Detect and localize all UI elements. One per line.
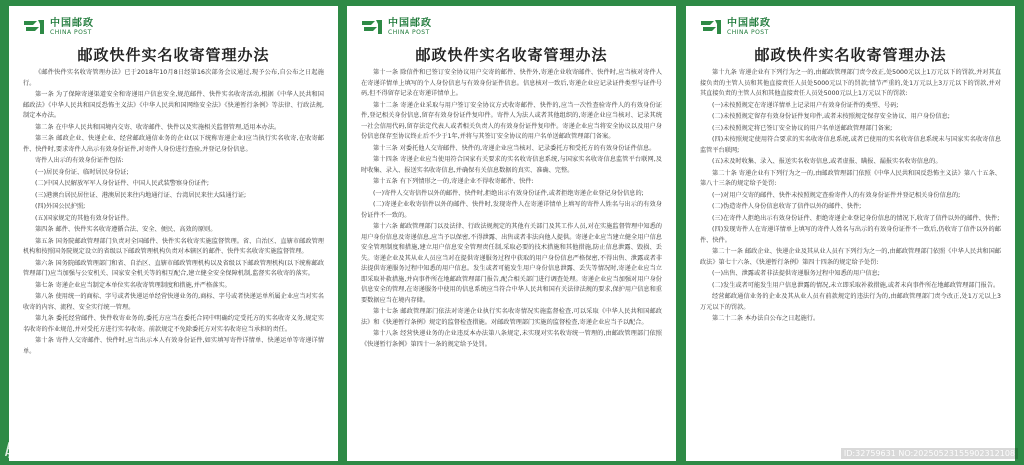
paragraph: 第二条 在中华人民共和国境内交寄、收寄邮件、快件以及实施相关监督管理,适用本办法。: [35, 123, 281, 131]
regulation-text: [700, 68, 1001, 457]
china-post-logo-icon: [23, 18, 45, 36]
paragraph: (五)未及时收集、录入、报送实名收寄信息,或者虚报、瞒报、漏报实名收寄信息的。: [712, 158, 942, 165]
china-post-logo-icon: [361, 18, 383, 36]
paragraph: 第十六条 邮政管理部门以及法律、行政法规规定的其他有关部门及其工作人员,对在实施监督管理中知悉的用户身份信息及寄递信息,应当予以保密,不得泄露、出售或者非法向他人提供。寄递企业应当建立健全用户信息安全管理制度和措施,建立用户信息安全管理责任制,采取必要的技术措施和其他措施,防止信息泄露、毁损、丢失。寄递企业及其从业人员应当对在提供寄递服务过程中获取的用户身份信息严格保密,不得出售、泄露或者非法提供寄递服务过程中知悉的用户信息。发生或者可能发生用户身份信息泄露、丢失等情况时,寄递企业应当立即采取补救措施,并向事件所在地邮政管理部门报告,配合相关部门进行调查处理。寄递企业应当加强对用户身份信息安全的管理,在寄递服务中使用的信息系统应当符合中华人民共和国有关法律法规的要求,保护用户信息和重要数据应当在境内存储。: [361, 223, 662, 304]
watermark-logo: 昵享网: [4, 441, 58, 461]
logo-name-en: CHINA POST: [50, 28, 92, 36]
paragraph: 第一条 为了保障寄递渠道安全和寄递用户信息安全,规范邮件、快件实名收寄活动,根据《中华人民共和国邮政法》《中华人民共和国反恐怖主义法》《中华人民共和国网络安全法》《快递暂行条例》等法律、行政法规,制定本办法。: [23, 91, 324, 119]
paragraph: 第五条 国务院邮政管理部门负责对全国邮件、快件实名收寄实施监督管理。省、自治区、直辖市邮政管理机构和按照国务院规定设立的省级以下邮政管理机构负责对本辖区的邮件、快件实名收寄实施监督管理。: [23, 237, 324, 255]
regulation-panel-2: [347, 6, 676, 461]
paragraph: 第十五条 有下列情形之一的,寄递企业不得收寄邮件、快件:: [373, 178, 534, 185]
paragraph: 第二十二条 本办法自公布之日起施行。: [712, 315, 820, 322]
regulation-panel-1: [9, 6, 338, 461]
paragraph: (三)在寄件人拒绝出示有效身份证件、拒绝寄递企业登记身份信息的情况下,收寄了信件以外的邮件、快件;: [712, 214, 1000, 222]
logo-name-en: CHINA POST: [388, 28, 430, 36]
paragraph: (二)伪造寄件人身份信息收寄了信件以外的邮件、快件;: [712, 203, 862, 210]
logo-name-cn: 中国邮政: [727, 17, 771, 29]
paragraph: (四)外国公民护照;: [35, 203, 86, 210]
paragraph: 第九条 委托经营邮件、快件收寄业务的,委托方应当在委托合同中明确约定受托方的实名收寄义务,规定实名收寄的作业规范,并对受托方进行实名收寄。前款规定不免除委托方对实名收寄应当承担的责任。: [23, 315, 324, 333]
logo-name-cn: 中国邮政: [388, 17, 432, 29]
paragraph: (一)寄件人交寄信件以外的邮件、快件时,拒绝出示有效身份证件,或者拒绝寄递企业登记身份信息的;: [373, 189, 644, 197]
paragraph: (四)发现寄件人在寄递详情单上填写的寄件人姓名与出示的有效身份证件不一致后,仍收寄了信件以外的邮件、快件。: [700, 226, 1001, 244]
paragraph: 第七条 寄递企业应当制定本单位实名收寄管理制度和措施,并严格落实。: [35, 281, 231, 289]
china-post-logo: [700, 16, 771, 38]
paragraph: 第八条 使用统一的商标、字号或者快递运单经营快递业务的,商标、字号或者快递运单所属企业应当对实名收寄的内容、流程、安全实行统一管理。: [23, 293, 324, 311]
paragraph: 第六条 国务院邮政管理部门和省、自治区、直辖市邮政管理机构以及省级以下邮政管理机构(以下统称邮政管理部门)应当加强与公安机关、国家安全机关等的相互配合,建立健全安全保障机制,监督实名收寄的落实。: [23, 259, 324, 277]
regulation-text: [23, 68, 324, 457]
paragraph: (二)发生或者可能发生用户信息泄露的情况,未立即采取补救措施,或者未向事件所在地邮政管理部门报告。: [712, 281, 1000, 289]
paragraph: (三)未按照规定将已签订安全协议的用户名单送邮政管理部门备案;: [712, 124, 893, 132]
paragraph: 第三条 邮政企业、快递企业、经营邮政通信业务的企业(以下统称寄递企业)应当执行实名收寄,在收寄邮件、快件时,要求寄件人出示有效身份证件,对寄件人身份进行查验,并登记身份信息。: [23, 135, 324, 153]
watermark-id: ID:32759631 NO:20250523155902312108: [841, 448, 1018, 459]
paragraph: (五)国家规定的其他有效身份证件。: [35, 214, 133, 222]
paragraph: (一)居民身份证、临时居民身份证;: [35, 168, 129, 176]
paragraph: 第四条 邮件、快件实名收寄遵循合法、安全、便民、高效的原则。: [35, 226, 217, 233]
panel-title: 邮政快件实名收寄管理办法: [754, 46, 947, 64]
panel-title: 邮政快件实名收寄管理办法: [415, 46, 608, 64]
panel-title: 邮政快件实名收寄管理办法: [77, 46, 270, 64]
logo-name-en: CHINA POST: [727, 28, 769, 36]
paragraph: 第十条 寄件人交寄邮件、快件时,应当出示本人有效身份证件,如实填写寄件详情单、快递运单等寄递详情单。: [23, 337, 324, 355]
paragraph: (一)未按照规定在寄递详情单上记录用户有效身份证件的类型、号码;: [712, 101, 899, 109]
paragraph: 第十三条 对委托他人交寄邮件、快件的,寄递企业应当核对、记录委托方和受托方的有效身份证件信息。: [373, 144, 656, 152]
paragraph: 第十九条 寄递企业有下列行为之一的,由邮政管理部门责令改正,处5000元以上1万元以下的罚款,并对其直接负责的主管人员和其他直接责任人员处5000元以下的罚款;情节严重的,处1万元以上3万元以下的罚款,并对其直接负责的主管人员和其他直接责任人员处5000元以上1万元以下的罚款:: [700, 69, 1001, 97]
paragraph: 第二十条 寄递企业有下列行为之一的,由邮政管理部门依照《中华人民共和国反恐怖主义法》第八十五条、第八十三条的规定给予处罚:: [700, 169, 1001, 187]
paragraph: (一)出售、泄露或者非法提供寄递服务过程中知悉的用户信息;: [712, 270, 880, 277]
paragraph: 寄件人出示的有效身份证件包括:: [35, 157, 124, 164]
paragraph: (二)未按照规定留存有效身份证件复印件,或者未按照规定保存安全协议、用户身份信息;: [712, 113, 950, 120]
paragraph: (二)寄递企业收寄信件以外的邮件、快件时,发现寄件人在寄递详情单上填写的寄件人姓名与出示的有效身份证件不一致的。: [361, 201, 662, 219]
paragraph: 经营邮政通信业务的企业及其从业人员有前款规定的违法行为的,由邮政管理部门责令改正,处1万元以上3万元以下的罚款。: [700, 293, 1001, 311]
china-post-logo-icon: [700, 18, 722, 36]
paragraph: 第十八条 经营快递业务的企业违反本办法第八条规定,未实现对实名收寄统一管理的,由邮政管理部门依照《快递暂行条例》第四十一条的规定给予处罚。: [361, 330, 662, 348]
china-post-logo: [361, 16, 432, 38]
paragraph: 《邮件快件实名收寄管理办法》已于2018年10月8日经第16次部务会议通过,现予公布,自公布之日起施行。: [23, 69, 324, 87]
paragraph: (三)港澳台居民居住证、港澳居民来往内地通行证、台湾居民来往大陆通行证;: [35, 191, 247, 199]
paragraph: (四)未按照规定使用符合要求的实名收寄信息系统,或者已使用的实名收寄信息系统未与国家实名收寄信息监管平台联网;: [700, 136, 1001, 154]
paragraph: (二)中国人民解放军军人身份证件、中国人民武装警察身份证件;: [35, 180, 209, 187]
regulation-text: [361, 68, 662, 457]
paragraph: 第十七条 邮政管理部门依法对寄递企业执行实名收寄情况实施监督检查,可以采取《中华人民共和国邮政法》和《快递暂行条例》规定的监督检查措施。对邮政管理部门实施的监督检查,寄递企业应当予以配合。: [361, 308, 662, 326]
paragraph: 第十二条 寄递企业采取与用户签订安全协议方式收寄邮件、快件的,应当一次性查验寄件人的有效身份证件,登记相关身份信息,留存有效身份证件复印件。寄件人为法人或者其他组织的,寄递企业应当核对、记录其统一社会信用代码,留存法定代表人或者相关负责人的有效身份证件复印件。寄递企业应当将安全协议以及用户身份信息保存至协议终止后不少于1年,并将与其签订安全协议的用户名单送邮政管理部门备案。: [361, 101, 662, 140]
paragraph: 第十四条 寄递企业应当使用符合国家有关要求的实名收寄信息系统,与国家实名收寄信息监管平台联网,及时收集、录入、报送实名收寄信息,并确保有关信息数据的真实、准确、完整。: [361, 156, 662, 174]
regulation-panel-3: [686, 6, 1015, 461]
paragraph: 第二十一条 邮政企业、快递企业及其从业人员有下列行为之一的,由邮政管理部门依照《中华人民共和国邮政法》第七十六条、《快递暂行条例》第四十四条的规定给予处罚:: [700, 248, 1001, 266]
china-post-logo: [23, 16, 94, 38]
logo-name-cn: 中国邮政: [50, 17, 94, 29]
paragraph: (一)对用户交寄的邮件、快件未按照规定查验寄件人的有效身份证件并登记相关身份信息的;: [712, 191, 961, 199]
paragraph: 第十一条 除信件和已签订安全协议用户交寄的邮件、快件外,寄递企业收寄邮件、快件时,应当核对寄件人在寄递详情单上填写的个人身份信息与有效身份证件信息。信息核对一致后,寄递企业应记录证件类型与证件号码,但不得留存记录在寄递详情单上。: [361, 69, 662, 97]
